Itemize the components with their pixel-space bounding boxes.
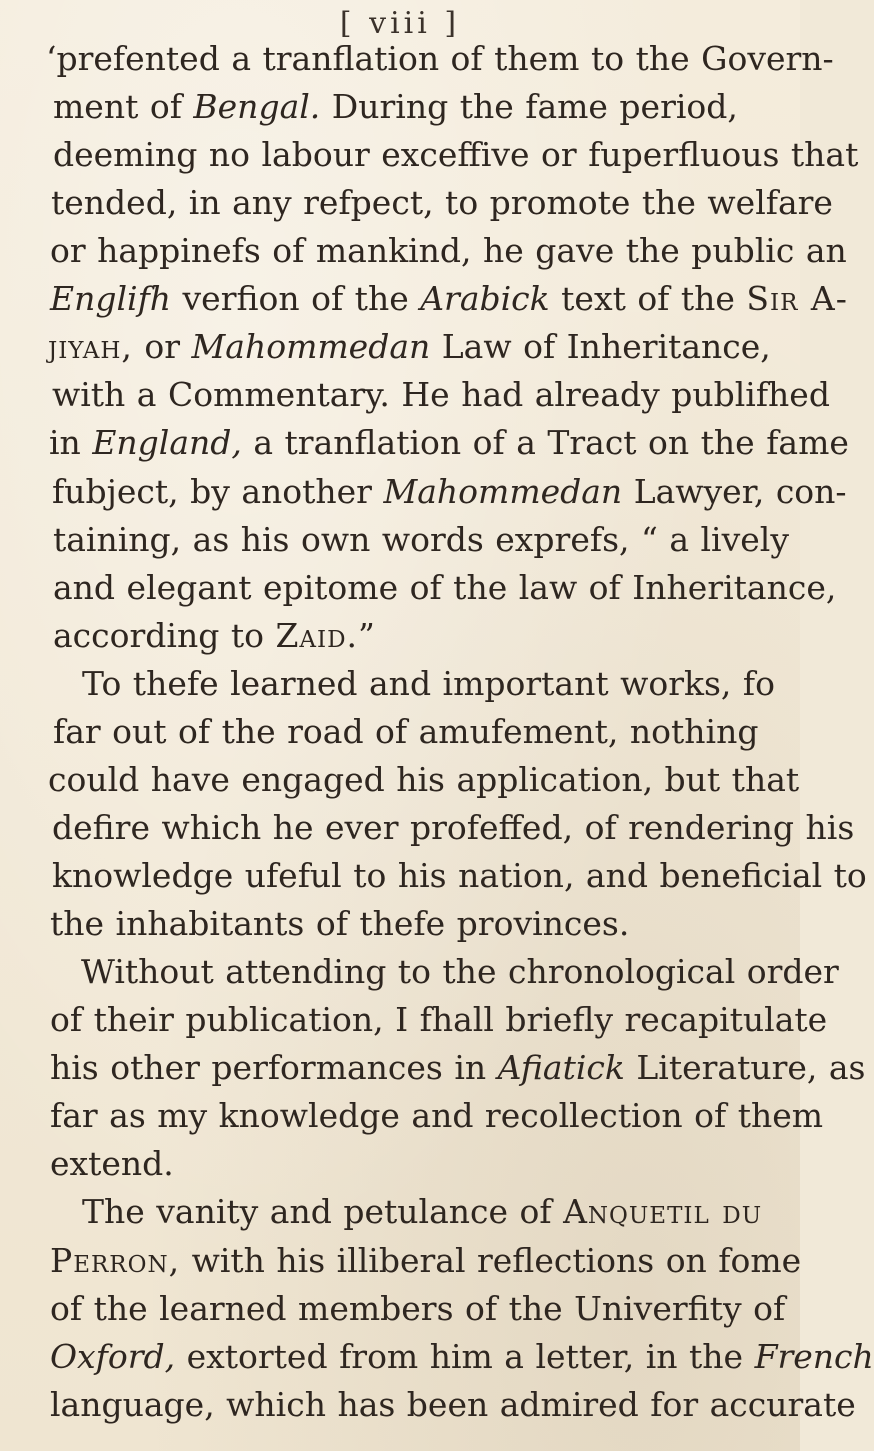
text-line [53, 613, 375, 659]
text-segment: Lawyer, con- [622, 472, 847, 511]
text-segment: During the fame period, [320, 87, 738, 126]
text-segment: ‘prefented a tranflation of them to the Govern- [46, 39, 834, 78]
text-segment: Law of Inheritance, [430, 327, 771, 366]
text-segment: with his illiberal reflections on fome [180, 1241, 802, 1280]
text-line [50, 1334, 874, 1380]
text-segment: or [132, 327, 192, 366]
text-line [53, 132, 858, 178]
text-segment: extorted from him a letter, in the [175, 1337, 755, 1376]
text-segment: far as my knowledge and recollection of them [50, 1096, 824, 1135]
italic-text: Afiatick [497, 1048, 625, 1087]
text-line [81, 949, 839, 995]
text-segment: text of the [549, 279, 747, 318]
italic-text: Mahommedan [191, 327, 431, 366]
text-line [50, 228, 847, 274]
text-segment: according to [53, 616, 276, 655]
text-segment: with a Commentary. He had already publifhed [52, 375, 830, 414]
text-line [82, 661, 775, 707]
italic-text: Englifh [50, 279, 172, 318]
text-segment: of the learned members of the Univerfity of [50, 1289, 786, 1328]
text-segment: a tranflation of a Tract on the fame [241, 423, 849, 462]
text-line [52, 372, 830, 418]
text-segment: fubject, by another [52, 472, 384, 511]
italic-text: Bengal. [193, 87, 321, 126]
italic-text: England, [92, 423, 242, 462]
text-line [50, 1045, 866, 1091]
text-segment: tended, in any refpect, to promote the welfare [51, 183, 833, 222]
text-segment: deeming no labour exceffive or fuperfluous that [53, 135, 859, 174]
text-line [52, 469, 847, 515]
text-line [50, 1093, 823, 1139]
page-number: [ viii ] [339, 6, 461, 41]
text-segment: ” [358, 616, 375, 655]
text-segment: The vanity and petulance of [82, 1192, 564, 1231]
smallcaps-text: Zaid. [275, 616, 359, 655]
text-line [50, 1286, 785, 1332]
text-segment: of their publication, I fhall briefly recapitulate [50, 1000, 828, 1039]
text-segment: far out of the road of amufement, nothing [53, 712, 759, 751]
text-segment: in [49, 423, 93, 462]
smallcaps-text: jiyah, [48, 327, 133, 366]
text-line [50, 1141, 174, 1187]
italic-text: Mahommedan [383, 472, 623, 511]
text-line [49, 420, 849, 466]
text-line [53, 84, 738, 130]
smallcaps-text: Perron, [50, 1241, 181, 1280]
text-segment: could have engaged his application, but that [48, 760, 800, 799]
text-line [53, 565, 836, 611]
text-line [48, 757, 799, 803]
text-line [53, 517, 789, 563]
italic-text: Arabick [420, 279, 550, 318]
text-line [50, 901, 629, 947]
text-line [52, 853, 867, 899]
italic-text: Oxford, [50, 1337, 176, 1376]
text-segment: knowledge ufeful to his nation, and beneficial to [52, 856, 867, 895]
text-segment: defire which he ever profeffed, of rendering his [52, 808, 855, 847]
text-segment: and elegant epitome of the law of Inheritance, [53, 568, 837, 607]
text-line [52, 805, 854, 851]
text-line [82, 1189, 762, 1235]
text-segment: To thefe learned and important works, fo [82, 664, 775, 703]
text-line [46, 36, 834, 82]
text-line [50, 1382, 856, 1428]
text-line [50, 276, 848, 322]
text-segment: verfion of the [171, 279, 421, 318]
text-line [48, 324, 771, 370]
text-segment: ment of [53, 87, 194, 126]
smallcaps-text: Anquetil du [563, 1192, 763, 1231]
text-line [53, 709, 758, 755]
text-segment: extend. [50, 1144, 174, 1183]
text-segment: Literature, as [624, 1048, 866, 1087]
text-segment: language, which has been admired for accurate [50, 1385, 856, 1424]
text-line [50, 997, 827, 1043]
text-segment: Without attending to the chronological order [81, 952, 839, 991]
text-segment: or happinefs of mankind, he gave the public an [50, 231, 847, 270]
italic-text: French [754, 1337, 874, 1376]
text-segment: the inhabitants of thefe provinces. [50, 904, 630, 943]
text-line [50, 1238, 801, 1284]
text-line [51, 180, 833, 226]
text-segment: taining, as his own words exprefs, “ a lively [53, 520, 789, 559]
smallcaps-text: Sir A- [746, 279, 848, 318]
text-segment: his other performances in [50, 1048, 498, 1087]
